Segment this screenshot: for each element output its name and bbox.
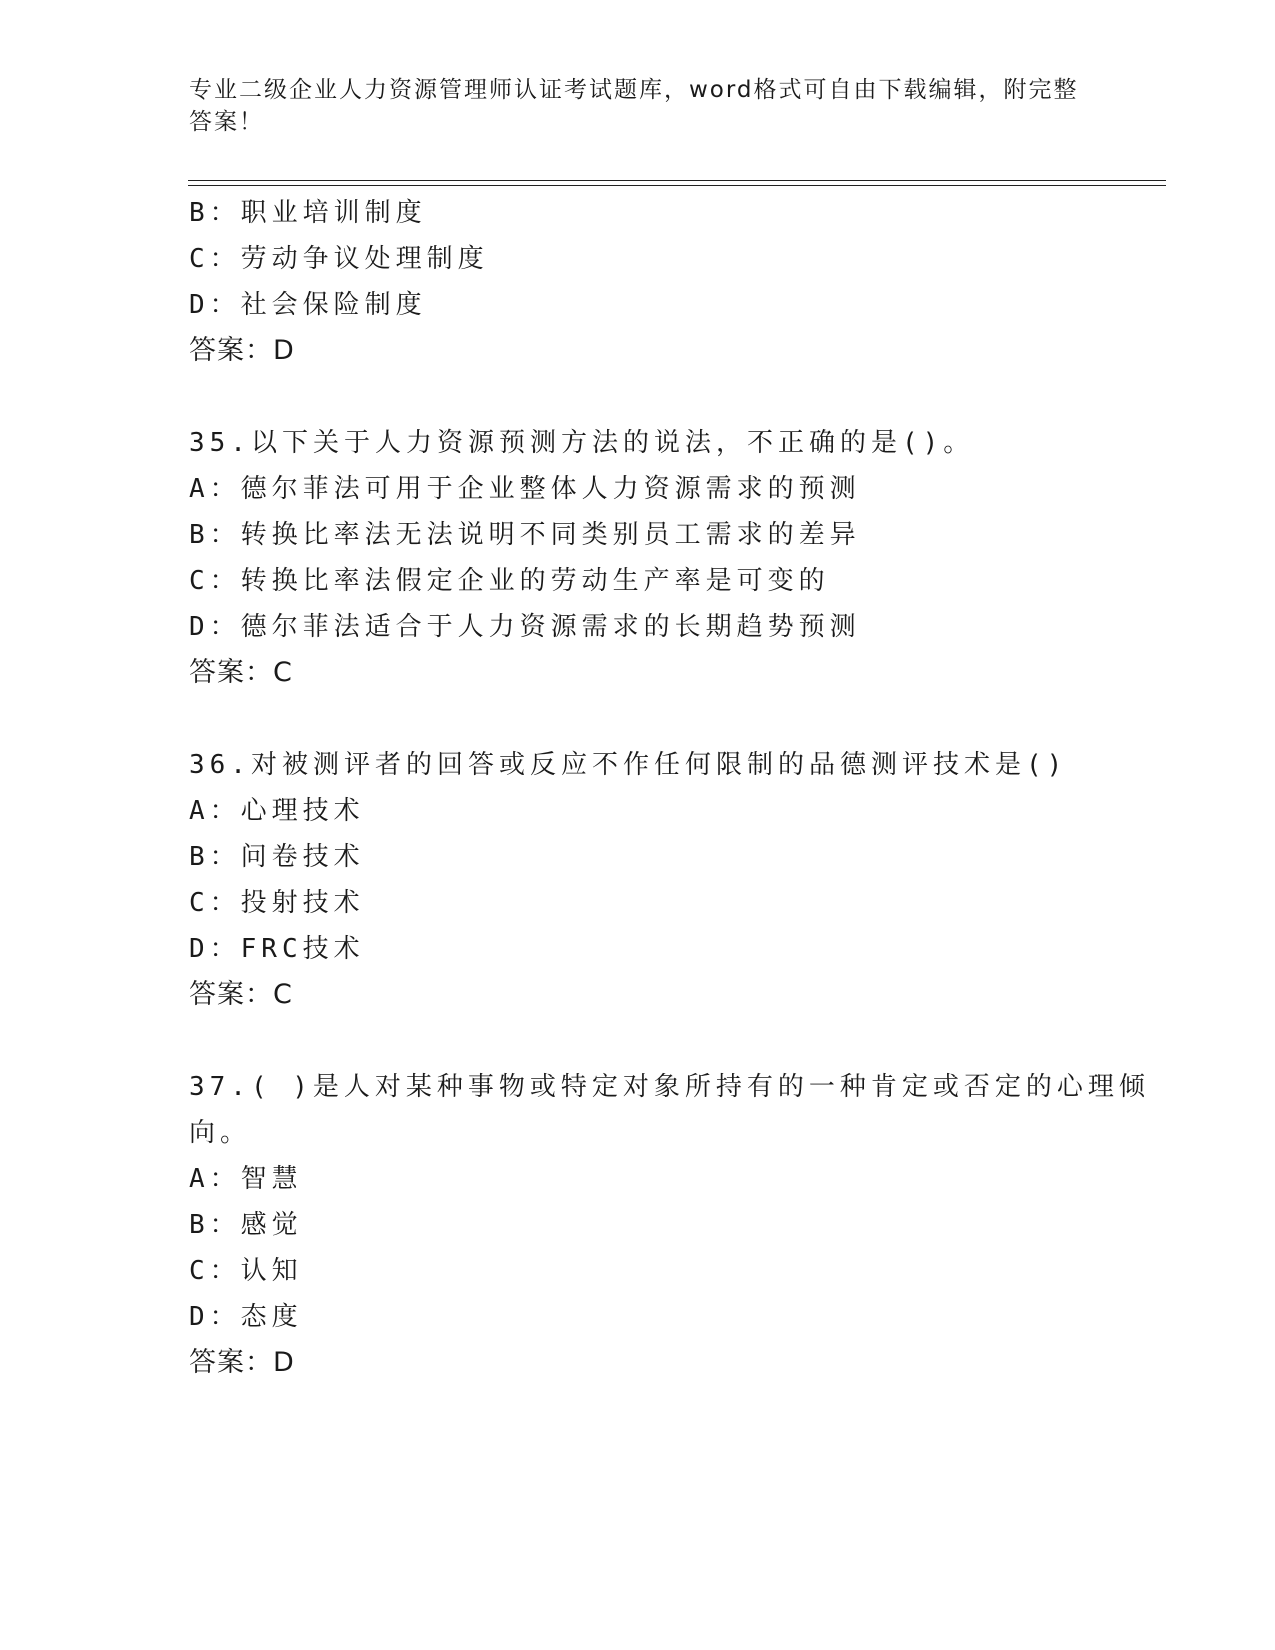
option-d: D：德尔菲法适合于人力资源需求的长期趋势预测 [189,612,861,642]
question-37 [189,1064,1169,1386]
option-b: B：问卷技术 [189,842,365,872]
header-divider-bottom [188,185,1166,186]
header-line-1: 专业二级企业人力资源管理师认证考试题库，word格式可自由下载编辑，附完整 [189,77,1079,103]
spacer [189,1018,1169,1064]
option-b: B：转换比率法无法说明不同类别员工需求的差异 [189,520,861,550]
spacer [189,374,1169,420]
option-d: D：社会保险制度 [189,290,427,320]
answer-line: 答案：C [189,657,293,688]
option-a: A：德尔菲法可用于企业整体人力资源需求的预测 [189,474,861,504]
option-d: D：态度 [189,1302,303,1332]
spacer [189,696,1169,742]
answer-line: 答案：C [189,979,293,1010]
header-divider-top [188,180,1166,181]
option-a: A：智慧 [189,1164,303,1194]
option-b: B：职业培训制度 [189,198,427,228]
option-c: C：投射技术 [189,888,365,918]
question-text-line-1: 37.( )是人对某种事物或特定对象所持有的一种肯定或否定的心理倾 [189,1072,1150,1102]
option-d: D：FRC技术 [189,934,365,964]
answer-line: 答案：D [189,1347,295,1378]
option-c: C：劳动争议处理制度 [189,244,489,274]
document-header [189,74,1089,138]
question-list [189,190,1169,1386]
option-c: C：转换比率法假定企业的劳动生产率是可变的 [189,566,830,596]
option-c: C：认知 [189,1256,303,1286]
answer-line: 答案：D [189,335,295,366]
header-line-2: 答案！ [189,109,264,135]
option-b: B：感觉 [189,1210,303,1240]
option-a: A：心理技术 [189,796,365,826]
question-text: 35.以下关于人力资源预测方法的说法，不正确的是()。 [189,428,975,458]
question-34-tail [189,190,1169,374]
question-text: 36.对被测评者的回答或反应不作任何限制的品德测评技术是() [189,750,1068,780]
question-text-line-2: 向。 [189,1118,252,1148]
question-35 [189,420,1169,696]
question-36 [189,742,1169,1018]
